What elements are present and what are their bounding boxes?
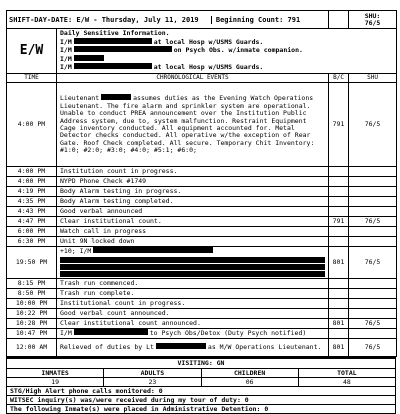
- event-bc: [329, 226, 349, 236]
- event-text: Institutional count in progress.: [57, 298, 329, 308]
- event-row: [7, 176, 397, 186]
- event-row: [7, 216, 397, 226]
- event-bc: 791: [329, 216, 349, 226]
- event-bc: [329, 288, 349, 298]
- log-table: [6, 10, 397, 357]
- event-bc: 801: [329, 318, 349, 328]
- totals-values-row: [7, 377, 396, 386]
- event-time: 8:50 PM: [7, 288, 57, 298]
- event-text: Watch call in progress: [57, 226, 329, 236]
- sensitive-info-line: I/M at local Hosp w/USMS Guards.: [60, 37, 264, 46]
- col-time: TIME: [7, 73, 57, 82]
- event-row: [7, 186, 397, 196]
- visiting-label: VISITING: GN: [7, 358, 396, 369]
- event-text: Lieutenant assumes duties as the Evening Watch Operations Lieutenant. The fire alarm and sprinkler system are operational. Unable to conduct PREA announcement over the Institution Public Address system, due to, system malfunction. Restraint Equipment Cage inventory conducted. All equipment accounted for. Metal Detector checks conducted. All operative w/the exception of Rear Gate. Roof Check completed. All secure. Temporary Chit Inventory: #1:0; #2:0; #3:0; #4:0; #5:1; #6:0;: [57, 82, 329, 166]
- event-text: +10; I/M: [57, 246, 329, 278]
- shift-code: E/W: [7, 29, 57, 74]
- redaction-box: [74, 63, 152, 69]
- event-time: 10:28 PM: [7, 318, 57, 328]
- event-time: 10:00 PM: [7, 298, 57, 308]
- event-row: [7, 206, 397, 216]
- event-time: 4:43 PM: [7, 206, 57, 216]
- col-bc: B/C: [329, 73, 349, 82]
- event-bc: [329, 176, 349, 186]
- sensitive-info-line: I/M on Psych Obs. w/inmate companion.: [60, 46, 303, 55]
- event-text: Relieved of duties by Lt as M/W Operations Lieutenant.: [57, 338, 329, 356]
- event-time: 19:50 PM: [7, 246, 57, 278]
- totals-value: 48: [298, 377, 395, 386]
- event-row: [7, 308, 397, 318]
- event-shu: 76/5: [349, 82, 397, 166]
- col-shu: SHU: [349, 73, 397, 82]
- event-row: [7, 278, 397, 288]
- event-row: [7, 298, 397, 308]
- event-bc: [329, 278, 349, 288]
- event-bc: [329, 206, 349, 216]
- redaction-box: [60, 264, 325, 270]
- event-bc: 801: [329, 338, 349, 356]
- sensitive-info-lines: [57, 29, 397, 74]
- sensitive-info-line: Daily Sensitive Information.: [60, 29, 170, 37]
- stg-line: STG/High Alert phone calls monitored: 0: [7, 386, 396, 395]
- event-time: 10:47 PM: [7, 328, 57, 338]
- event-text: Unit 9N locked down: [57, 236, 329, 246]
- event-shu: [349, 278, 397, 288]
- event-row: [7, 246, 397, 278]
- shu-count: SHU: 76/5: [349, 11, 397, 29]
- redaction-box: [101, 94, 131, 100]
- event-shu: [349, 328, 397, 338]
- event-time: 6:00 PM: [7, 226, 57, 236]
- totals-labels-row: [7, 368, 396, 377]
- admin-detention-line: The following Inmate(s) were placed in Administrative Detention: 0: [7, 404, 396, 413]
- event-shu: 76/5: [349, 216, 397, 226]
- event-row: [7, 328, 397, 338]
- event-bc: [329, 298, 349, 308]
- event-shu: 76/5: [349, 246, 397, 278]
- shift-day-date: SHIFT-DAY-DATE: E/W - Thursday, July 11, 2019 Beginning Count: 791: [7, 11, 329, 29]
- event-row: [7, 166, 397, 176]
- event-shu: [349, 226, 397, 236]
- event-text: Trash run commenced.: [57, 278, 329, 288]
- event-text: Good verbal announced: [57, 206, 329, 216]
- event-shu: 76/5: [349, 338, 397, 356]
- event-row: [7, 236, 397, 246]
- redaction-box: [74, 46, 172, 52]
- totals-value: 06: [201, 377, 298, 386]
- redaction-box: [74, 38, 152, 44]
- totals-label: TOTAL: [298, 368, 395, 377]
- event-time: 8:15 PM: [7, 278, 57, 288]
- redaction-box: [93, 247, 213, 253]
- event-bc: [329, 186, 349, 196]
- event-row: [7, 318, 397, 328]
- event-text: NYPD Phone Check #1749: [57, 176, 329, 186]
- visiting-table: [6, 357, 396, 414]
- beginning-count: Beginning Count: 791: [211, 16, 300, 24]
- event-shu: [349, 166, 397, 176]
- event-shu: [349, 186, 397, 196]
- totals-label: CHILDREN: [201, 368, 298, 377]
- event-shu: [349, 176, 397, 186]
- redaction-box: [60, 271, 325, 277]
- event-time: 4:00 PM: [7, 82, 57, 166]
- event-text: Clear institutional count announced.: [57, 318, 329, 328]
- event-row: [7, 196, 397, 206]
- event-row: [7, 82, 397, 166]
- event-time: 6:30 PM: [7, 236, 57, 246]
- redaction-box: [60, 257, 325, 263]
- redaction-box: [74, 55, 104, 61]
- event-row: [7, 338, 397, 356]
- event-shu: [349, 298, 397, 308]
- daily-log-sheet: [6, 10, 396, 414]
- event-shu: [349, 288, 397, 298]
- column-header-row: [7, 73, 397, 82]
- totals-value: 23: [104, 377, 201, 386]
- event-shu: 76/5: [349, 318, 397, 328]
- witsec-line: WITSEC inquiry(s) was/were received during my tour of duty: 0: [7, 395, 396, 404]
- event-bc: [329, 196, 349, 206]
- event-shu: [349, 196, 397, 206]
- event-text: Good verbal count announced.: [57, 308, 329, 318]
- sensitive-info-line: I/M at local Hosp w/USMS Guards.: [60, 63, 264, 72]
- event-text: Clear institutional count.: [57, 216, 329, 226]
- event-time: 4:19 PM: [7, 186, 57, 196]
- event-bc: 791: [329, 82, 349, 166]
- redaction-box: [74, 329, 148, 335]
- event-time: 4:47 PM: [7, 216, 57, 226]
- event-bc: 801: [329, 246, 349, 278]
- event-bc: [329, 308, 349, 318]
- event-shu: [349, 206, 397, 216]
- event-text: Trash run complete.: [57, 288, 329, 298]
- header-row: [7, 11, 397, 29]
- event-time: 4:00 PM: [7, 166, 57, 176]
- event-text: Body Alarm testing in progress.: [57, 186, 329, 196]
- event-shu: [349, 236, 397, 246]
- event-row: [7, 288, 397, 298]
- totals-label: INMATES: [7, 368, 104, 377]
- event-row: [7, 226, 397, 236]
- sensitive-info-line: I/M: [60, 55, 393, 64]
- sensitive-info-row: [7, 29, 397, 74]
- redaction-box: [156, 343, 206, 349]
- event-bc: [329, 328, 349, 338]
- event-text: Institution count in progress.: [57, 166, 329, 176]
- event-time: 4:00 PM: [7, 176, 57, 186]
- event-time: 10:22 PM: [7, 308, 57, 318]
- event-time: 12:00 AM: [7, 338, 57, 356]
- event-shu: [349, 308, 397, 318]
- event-text: I/M to Psych Obs/Detox (Duty Psych notified): [57, 328, 329, 338]
- totals-value: 19: [7, 377, 104, 386]
- event-bc: [329, 236, 349, 246]
- event-bc: [329, 166, 349, 176]
- totals-label: ADULTS: [104, 368, 201, 377]
- event-time: 4:35 PM: [7, 196, 57, 206]
- event-text: Body Alarm testing completed.: [57, 196, 329, 206]
- col-events: CHRONOLOGICAL EVENTS: [57, 73, 329, 82]
